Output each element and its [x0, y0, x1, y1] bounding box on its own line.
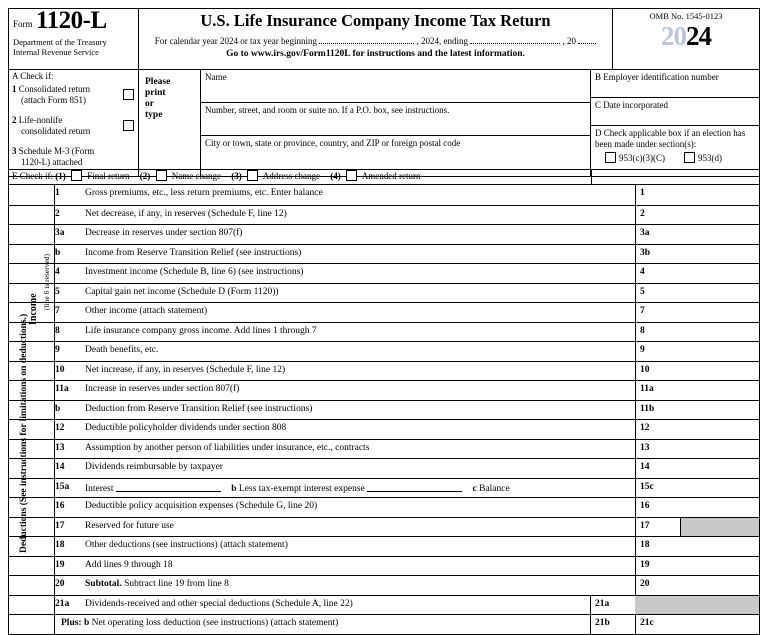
item-3-line1: Schedule M-3 (Form — [18, 146, 95, 156]
amount-cell[interactable] — [635, 225, 759, 244]
amount-cell[interactable] — [635, 576, 759, 595]
line-text: Capital gain net income (Schedule D (Form 1120)) — [85, 286, 279, 297]
amount-cell[interactable] — [635, 537, 759, 556]
consolidated-return-checkbox[interactable] — [123, 89, 134, 100]
amount-line-label: 17 — [640, 520, 650, 531]
checkbox-row-consolidated — [12, 84, 135, 106]
table-row — [9, 205, 759, 225]
amount-line-label: 13 — [640, 442, 650, 453]
amount-line-label: 1 — [640, 188, 645, 198]
table-row-21a — [9, 595, 759, 615]
table-row — [9, 302, 759, 322]
e-opt-3-number: (3) — [231, 171, 242, 181]
line-text-20 — [85, 579, 629, 589]
row-side-rule — [9, 576, 55, 595]
name-label: Name — [205, 72, 227, 82]
line-text: Increase in reserves under section 807(f) — [85, 384, 240, 394]
row-side-rule — [9, 596, 55, 615]
address-change-checkbox[interactable] — [247, 170, 258, 181]
amount-line-label: 2 — [640, 208, 645, 219]
amount-cell[interactable] — [635, 284, 759, 303]
table-row — [9, 361, 759, 381]
amount-line-label: 4 — [640, 267, 645, 277]
line-number: b — [55, 403, 61, 414]
form-header — [8, 8, 760, 70]
amount-line-label: 14 — [640, 462, 650, 472]
entity-info-block — [8, 70, 760, 177]
line-number: 13 — [55, 442, 65, 453]
line-number: 19 — [55, 559, 65, 570]
table-row-21b — [9, 614, 759, 634]
line-number: 11a — [55, 384, 69, 394]
line-text: Deductible policy acquisition expenses (Schedule G, line 20) — [85, 501, 318, 511]
table-row — [9, 224, 759, 244]
line-number: 4 — [55, 267, 60, 277]
line-number: 9 — [55, 345, 60, 355]
amount-line-label: 19 — [640, 559, 650, 570]
table-row — [9, 263, 759, 283]
line-number: 14 — [55, 462, 65, 472]
deductions-group-text: Deductions (See instructions for limitations on deductions.) — [19, 313, 29, 553]
calendar-suffix: , 20 — [562, 36, 576, 46]
amount-line-label: 8 — [640, 325, 645, 336]
amount-cell[interactable] — [635, 323, 759, 342]
line-number: 8 — [55, 325, 60, 336]
amount-line-label: 21c — [640, 618, 654, 628]
checkbox-row-schedule-m3 — [12, 146, 135, 168]
line-21b-content — [61, 618, 584, 628]
table-row — [9, 536, 759, 556]
e-opt-2-label: Name change — [171, 171, 221, 181]
amount-cell[interactable] — [635, 362, 759, 381]
amount-cell[interactable] — [635, 264, 759, 283]
date-incorporated-row[interactable] — [591, 98, 759, 126]
amount-cell[interactable] — [635, 185, 759, 205]
table-row — [9, 419, 759, 439]
e-opt-1-number: (1) — [55, 171, 66, 181]
ein-label: B Employer identification number — [595, 72, 719, 82]
table-row — [9, 283, 759, 303]
amount-cell — [635, 518, 759, 537]
amount-line-label: 12 — [640, 423, 650, 433]
city-label: City or town, state or province, country, and ZIP or foreign postal code — [205, 138, 461, 148]
amount-line-label: 11a — [640, 384, 654, 394]
table-row — [9, 497, 759, 517]
reserved-shaded-cell — [680, 518, 759, 537]
line-number: 20 — [55, 579, 65, 589]
year-suffix: 24 — [686, 21, 711, 51]
amount-cell[interactable] — [635, 245, 759, 264]
income-deductions-table — [8, 185, 760, 635]
check-if-e-row — [8, 169, 760, 185]
election-953d-label: 953(d) — [698, 153, 722, 163]
line-text: Dividends-received and other special deductions (Schedule A, line 22) — [85, 598, 353, 609]
amended-return-checkbox[interactable] — [346, 170, 357, 181]
item-2-line2: consolidated return — [21, 125, 91, 136]
tax-year-suffix-field[interactable] — [578, 34, 596, 44]
deductions-group-label — [8, 313, 54, 558]
tax-year-end-field[interactable] — [470, 34, 560, 44]
row-side-rule — [9, 557, 55, 576]
header-title-area — [139, 9, 613, 69]
line-number: 12 — [55, 423, 65, 433]
subtotal-label: Subtotal. — [85, 579, 122, 589]
amount-cell[interactable] — [635, 557, 759, 576]
name-field-row[interactable] — [201, 70, 590, 103]
row-side-rule — [9, 615, 55, 634]
amount-cell — [635, 596, 759, 615]
amount-cell[interactable] — [635, 420, 759, 439]
table-row — [9, 185, 759, 205]
e-opt-4-label: Amended return — [361, 171, 421, 181]
line-number: 17 — [55, 520, 65, 531]
election-953c3C-checkbox[interactable] — [605, 152, 616, 163]
e-label: E Check if: — [12, 171, 53, 181]
line-15-content — [85, 482, 629, 494]
tax-exempt-interest-field[interactable] — [367, 482, 462, 492]
amount-cell[interactable] — [635, 498, 759, 517]
line-number: 16 — [55, 501, 65, 511]
election-options — [595, 151, 755, 164]
life-nonlife-checkbox[interactable] — [123, 120, 134, 131]
amount-cell[interactable] — [635, 381, 759, 400]
inner-amount-cell-21a[interactable] — [590, 596, 635, 615]
amount-cell[interactable] — [635, 459, 759, 478]
item-1-line1: Consolidated return — [18, 84, 90, 94]
amount-cell[interactable] — [635, 440, 759, 459]
dept-line-2: Internal Revenue Service — [13, 47, 99, 57]
item-1-number: 1 — [12, 84, 17, 94]
line-text: Add lines 9 through 18 — [85, 559, 173, 570]
item-2-number: 2 — [12, 115, 17, 125]
header-omb-area — [613, 9, 759, 69]
line-text: Reserved for future use — [85, 520, 174, 531]
table-row — [9, 458, 759, 478]
name-change-checkbox[interactable] — [156, 170, 167, 181]
amount-cell[interactable] — [635, 479, 759, 498]
amount-cell[interactable] — [635, 206, 759, 225]
line-number: 10 — [55, 364, 65, 375]
line-number: 2 — [55, 208, 60, 219]
amount-line-label: 3a — [640, 228, 650, 238]
amount-line-label: 18 — [640, 540, 650, 550]
dept-line-1: Department of the Treasury — [13, 37, 107, 47]
form-word-label: Form — [13, 19, 33, 29]
line-text: Other deductions (see instructions) (attach statement) — [85, 540, 288, 550]
line-text: Other income (attach statement) — [85, 306, 208, 316]
calendar-mid: , 2024, ending — [416, 36, 468, 46]
amount-line-label: 15c — [640, 481, 654, 492]
inner-amount-cell-21b[interactable] — [590, 615, 635, 634]
line-text: Net decrease, if any, in reserves (Schedule F, line 12) — [85, 208, 287, 219]
line-20-rest: Subtract line 19 from line 8 — [124, 579, 229, 589]
interest-label: Interest — [85, 483, 114, 494]
line-text: Deduction from Reserve Transition Relief (see instructions) — [85, 403, 313, 414]
table-row — [9, 322, 759, 342]
line-15c-number: c — [472, 483, 477, 494]
checkbox-row-life-nonlife — [12, 115, 135, 137]
table-row — [9, 400, 759, 420]
amount-line-label: 3b — [640, 247, 651, 258]
amount-cell[interactable] — [635, 303, 759, 322]
line-number: 15a — [55, 481, 70, 492]
calendar-prefix: For calendar year 2024 or tax year beginning — [154, 36, 317, 46]
header-form-id — [9, 9, 139, 69]
amount-line-label: 9 — [640, 345, 645, 355]
item-2-line1: Life-nonlife — [18, 115, 63, 125]
irs-website-link[interactable]: Go to www.irs.gov/Form1120L for instructions and the latest information. — [226, 49, 525, 59]
amount-cell[interactable] — [635, 401, 759, 420]
amount-line-label: 7 — [640, 306, 645, 316]
table-row — [9, 517, 759, 537]
line-text: Dividends reimbursable by taxpayer — [85, 462, 223, 472]
department-label — [13, 37, 107, 57]
inner-amount-label: 21b — [595, 618, 610, 628]
street-label: Number, street, and room or suite no. If a P.O. box, see instructions. — [205, 105, 450, 115]
table-row — [9, 575, 759, 595]
amount-cell[interactable] — [635, 615, 759, 634]
tax-year-display — [613, 23, 759, 50]
line-21b-text: Net operating loss deduction (see instructions) (attach statement) — [91, 618, 339, 628]
ein-date-election-column — [591, 70, 759, 176]
line-number: 21a — [55, 598, 70, 609]
election-953d-checkbox[interactable] — [684, 152, 695, 163]
year-prefix: 20 — [661, 21, 686, 51]
line-number: 5 — [55, 286, 60, 297]
table-row-15 — [9, 478, 759, 498]
e-opt-4-number: (4) — [330, 171, 341, 181]
table-row — [9, 556, 759, 576]
date-incorporated-label: C Date incorporated — [595, 100, 668, 110]
line-text: Investment income (Schedule B, line 6) (see instructions) — [85, 267, 304, 277]
item-3-line2: 1120-L) attached — [21, 156, 83, 167]
tax-year-begin-field[interactable] — [319, 34, 414, 44]
interest-amount-field[interactable] — [116, 482, 221, 492]
line-text: Deductible policyholder dividends under section 808 — [85, 423, 287, 433]
amount-line-label: 10 — [640, 364, 650, 375]
tax-year-line — [143, 34, 608, 46]
item-3-number: 3 — [12, 146, 17, 156]
table-row — [9, 380, 759, 400]
amount-line-label: 11b — [640, 403, 655, 414]
amount-line-label: 16 — [640, 501, 650, 511]
line-text: Death benefits, etc. — [85, 345, 159, 355]
election-953c3C-label: 953(c)(3)(C) — [619, 153, 665, 163]
line-text: Decrease in reserves under section 807(f) — [85, 228, 243, 238]
inner-amount-label: 21a — [595, 598, 610, 609]
final-return-checkbox[interactable] — [71, 170, 82, 181]
election-label: D Check applicable box if an election has been made under section(s): — [595, 128, 746, 149]
line-number: 3a — [55, 228, 65, 238]
please-print-label: Please print or type — [139, 70, 201, 176]
street-field-row[interactable] — [201, 103, 590, 136]
line-text: Life insurance company gross income. Add lines 1 through 7 — [85, 325, 317, 336]
item-1-line2: (attach Form 851) — [21, 94, 86, 105]
income-group-label — [8, 185, 54, 341]
amount-line-label: 5 — [640, 286, 645, 297]
table-row — [9, 244, 759, 264]
line-text: Assumption by another person of liabilities under insurance, etc., contracts — [85, 442, 370, 453]
e-opt-3-label: Address change — [262, 171, 320, 181]
line-number: 7 — [55, 306, 60, 316]
amount-cell[interactable] — [635, 342, 759, 361]
e-row-right-spacer — [591, 170, 759, 184]
income-group-text: Income — [28, 293, 39, 325]
line-text: Net increase, if any, in reserves (Schedule F, line 12) — [85, 364, 286, 375]
income-group-subtext: (line 6 is reserved) — [42, 253, 51, 310]
line-15c-label: Balance — [479, 483, 510, 494]
omb-number: OMB No. 1545-0123 — [649, 11, 723, 21]
table-row — [9, 341, 759, 361]
address-column — [201, 70, 591, 176]
check-if-label: A Check if: — [12, 71, 54, 81]
line-text: Gross premiums, etc., less return premiums, etc. Enter balance — [85, 188, 323, 198]
line-number: 18 — [55, 540, 65, 550]
amount-line-label: 20 — [640, 579, 650, 589]
line-number: 1 — [55, 188, 60, 198]
page-title: U.S. Life Insurance Company Income Tax Return — [200, 11, 551, 30]
shaded-cell-21a — [635, 596, 759, 615]
ein-field-row[interactable] — [591, 70, 759, 98]
check-if-column — [9, 70, 139, 176]
line-15b-number: b — [231, 483, 237, 494]
plus-b-label: Plus: b — [61, 618, 90, 628]
e-opt-2-number: (2) — [139, 171, 151, 181]
line-text: Income from Reserve Transition Relief (see instructions) — [85, 247, 302, 258]
line-15b-label: Less tax-exempt interest expense — [238, 483, 365, 494]
line-number: b — [55, 247, 61, 258]
e-opt-1-label: Final return — [87, 171, 130, 181]
table-row — [9, 439, 759, 459]
form-number: 1120-L — [36, 7, 107, 34]
